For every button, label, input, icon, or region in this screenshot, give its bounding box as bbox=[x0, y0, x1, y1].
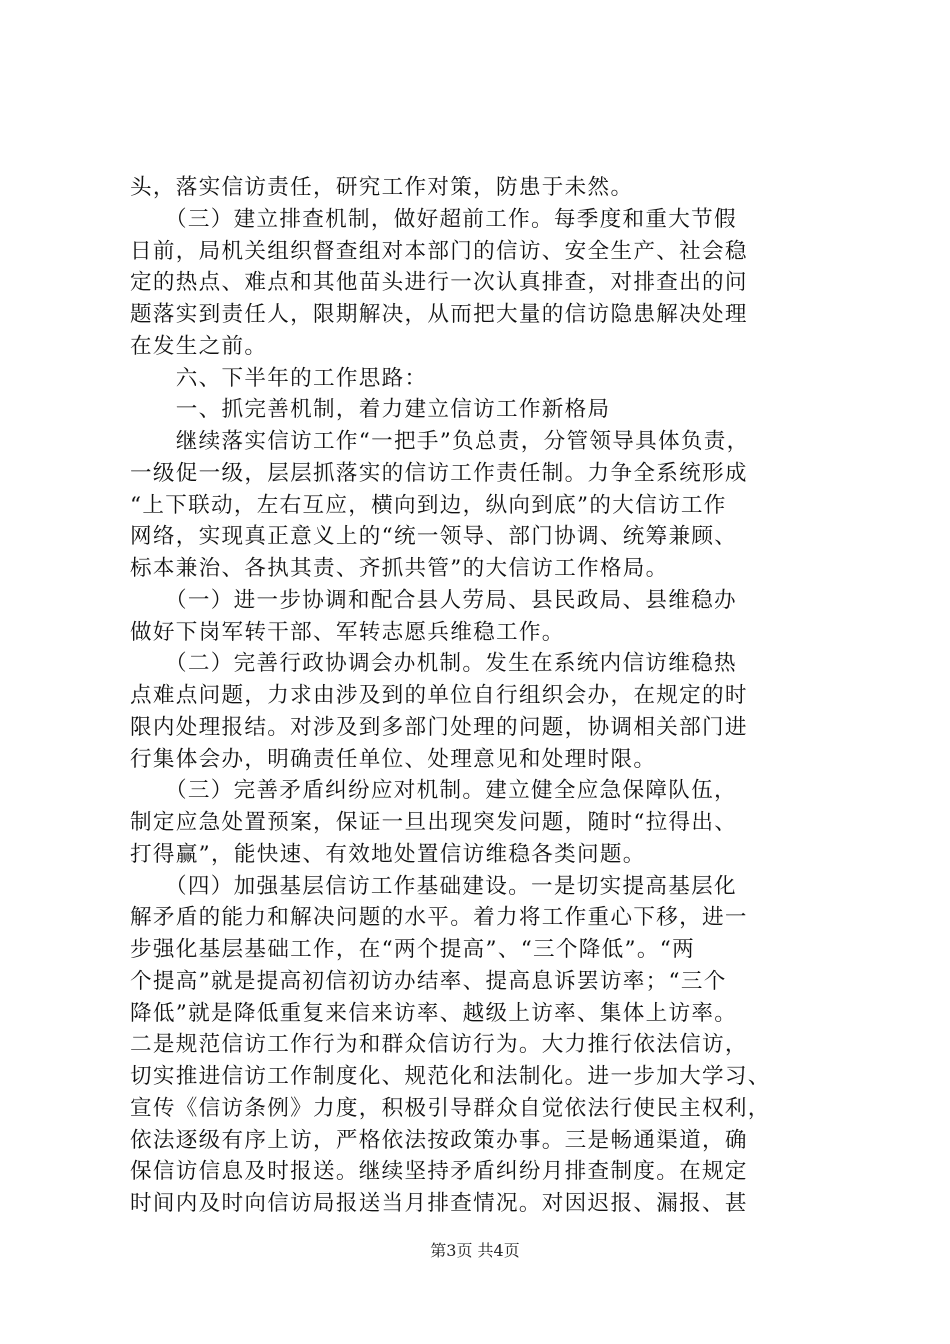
text-line: 网络，实现真正意义上的“统一领导、部门协调、统筹兼顾、 bbox=[130, 524, 738, 550]
text-line: 在发生之前。 bbox=[130, 333, 268, 359]
text-line: 行集体会办，明确责任单位、处理意见和处理时限。 bbox=[130, 746, 657, 772]
text-line: （三）完善矛盾纠纷应对机制。建立健全应急保障队伍， bbox=[130, 778, 737, 804]
text-line: 降低”就是降低重复来信来访率、越级上访率、集体上访率。 bbox=[130, 1000, 738, 1026]
text-line: 二是规范信访工作行为和群众信访行为。大力推行依法信访， bbox=[130, 1032, 748, 1058]
text-line: 点难点问题，力求由涉及到的单位自行组织会办，在规定的时 bbox=[130, 683, 748, 708]
text-line: 依法逐级有序上访，严格依法按政策办事。三是畅通渠道，确 bbox=[130, 1127, 748, 1153]
text-line: 六、下半年的工作思路： bbox=[130, 365, 428, 391]
text-line: 宣传《信访条例》力度，积极引导群众自觉依法行使民主权利， bbox=[130, 1095, 771, 1121]
text-line: 解矛盾的能力和解决问题的水平。着力将工作重心下移，进一 bbox=[130, 905, 748, 931]
text-line: 限内处理报结。对涉及到多部门处理的问题，协调相关部门进 bbox=[130, 714, 748, 740]
text-line: 标本兼治、各执其责、齐抓共管”的大信访工作格局。 bbox=[130, 556, 669, 581]
text-line: 保信访信息及时报送。继续坚持矛盾纠纷月排查制度。在规定 bbox=[130, 1159, 748, 1185]
text-line: 个提高”就是提高初信初访办结率、提高息诉罢访率；“三个 bbox=[130, 968, 727, 994]
text-line: 切实推进信访工作制度化、规范化和法制化。进一步加大学习、 bbox=[130, 1064, 771, 1089]
text-line: （一）进一步协调和配合县人劳局、县民政局、县维稳办 bbox=[130, 587, 737, 613]
text-line: 打得赢”，能快速、有效地处置信访维稳各类问题。 bbox=[130, 841, 646, 867]
text-line: 步强化基层基础工作，在“两个提高”、“三个降低”。“两 bbox=[130, 937, 695, 962]
text-line: 一、抓完善机制，着力建立信访工作新格局 bbox=[130, 397, 611, 423]
text-line: 一级促一级，层层抓落实的信访工作责任制。力争全系统形成 bbox=[130, 460, 748, 486]
text-line: 时间内及时向信访局报送当月排查情况。对因迟报、漏报、甚 bbox=[130, 1191, 748, 1216]
text-line: 日前，局机关组织督查组对本部门的信访、安全生产、社会稳 bbox=[130, 238, 748, 264]
text-line: 定的热点、难点和其他苗头进行一次认真排查，对排查出的问 bbox=[130, 270, 748, 296]
text-line: 制定应急处置预案，保证一旦出现突发问题，随时“拉得出、 bbox=[130, 810, 738, 835]
text-line: （三）建立排查机制，做好超前工作。每季度和重大节假 bbox=[130, 206, 737, 232]
text-line: 继续落实信访工作“一把手”负总责，分管领导具体负责， bbox=[130, 429, 750, 454]
text-line: （四）加强基层信访工作基础建设。一是切实提高基层化 bbox=[130, 873, 737, 899]
text-line: （二）完善行政协调会办机制。发生在系统内信访维稳热 bbox=[130, 651, 737, 677]
text-line: 头，落实信访责任，研究工作对策，防患于未然。 bbox=[130, 175, 634, 200]
page-number-footer: 第3页 共4页 bbox=[430, 1241, 520, 1260]
text-line: 题落实到责任人，限期解决，从而把大量的信访隐患解决处理 bbox=[130, 302, 748, 327]
text-line: “上下联动，左右互应，横向到边，纵向到底”的大信访工作 bbox=[130, 492, 727, 518]
text-line: 做好下岗军转干部、军转志愿兵维稳工作。 bbox=[130, 619, 565, 645]
